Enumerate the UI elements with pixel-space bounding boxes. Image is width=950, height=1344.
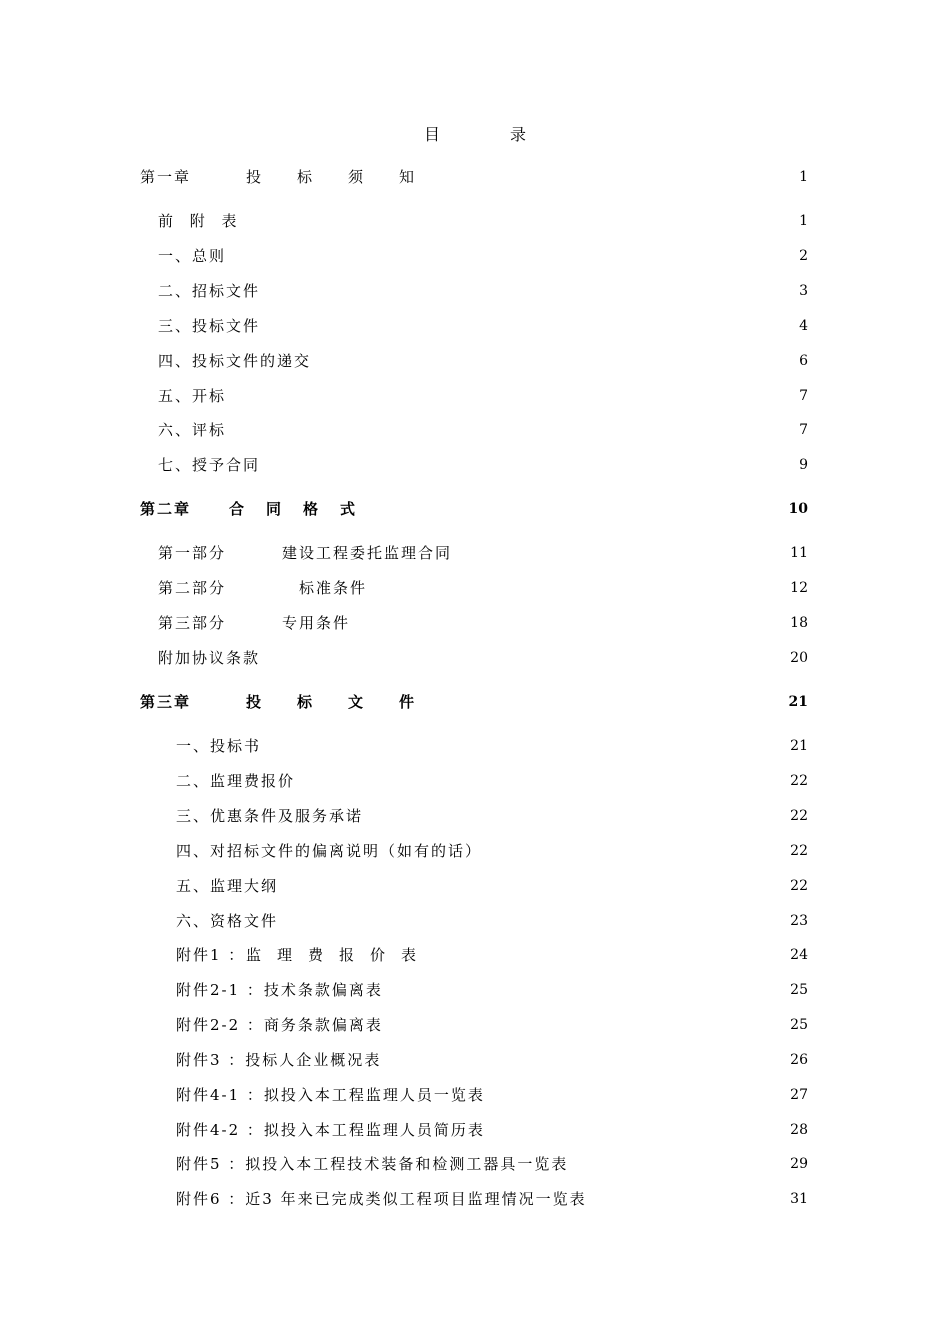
toc-entry[interactable] bbox=[0, 910, 950, 932]
toc-chapter-title: 投标须知 bbox=[246, 168, 451, 186]
toc-page-number: 12 bbox=[790, 580, 808, 596]
toc-page-number: 26 bbox=[790, 1052, 808, 1068]
toc-chapter-2[interactable] bbox=[0, 498, 950, 520]
toc-entry[interactable] bbox=[0, 542, 950, 564]
toc-entry-label: 一、投标书 bbox=[176, 737, 262, 755]
toc-entry[interactable] bbox=[0, 454, 950, 476]
toc-entry[interactable] bbox=[0, 612, 950, 634]
toc-entry-label: 二、招标文件 bbox=[158, 282, 261, 300]
toc-entry-label: 附件5 ：拟投入本工程技术装备和检测工器具一览表 bbox=[176, 1155, 569, 1173]
toc-entry[interactable] bbox=[0, 770, 950, 792]
toc-chapter-label: 第二章 bbox=[140, 500, 192, 518]
toc-entry[interactable] bbox=[0, 647, 950, 669]
toc-page-number: 22 bbox=[790, 808, 808, 824]
toc-entry[interactable] bbox=[0, 1119, 950, 1141]
toc-entry[interactable] bbox=[0, 875, 950, 897]
toc-page-number: 25 bbox=[790, 982, 808, 998]
toc-entry-label: 第一部分 bbox=[158, 544, 227, 562]
toc-entry-label: 附件1 ： bbox=[176, 946, 246, 964]
toc-page-number: 25 bbox=[790, 1017, 808, 1033]
toc-entry-label: 附加协议条款 bbox=[158, 649, 261, 667]
toc-entry-label: 第二部分 bbox=[158, 579, 227, 597]
toc-page-number: 22 bbox=[790, 773, 808, 789]
toc-entry-label: 四、投标文件的递交 bbox=[158, 352, 312, 370]
toc-page-number: 27 bbox=[790, 1087, 808, 1103]
toc-entry-label: 三、优惠条件及服务承诺 bbox=[176, 807, 364, 825]
toc-chapter-title: 合同格式 bbox=[229, 500, 378, 518]
toc-title-char-2: 录 bbox=[510, 125, 527, 144]
toc-page-number: 1 bbox=[799, 169, 808, 185]
toc-entry[interactable] bbox=[0, 419, 950, 441]
toc-page-number: 4 bbox=[799, 318, 808, 334]
toc-chapter-label: 第一章 bbox=[140, 168, 192, 186]
toc-entry-label: 五、开标 bbox=[158, 387, 227, 405]
toc-page-number: 6 bbox=[799, 353, 808, 369]
toc-entry[interactable] bbox=[0, 385, 950, 407]
toc-chapter-1[interactable] bbox=[0, 166, 950, 188]
toc-chapter-title: 投标文件 bbox=[246, 693, 451, 711]
toc-entry-label: 六、评标 bbox=[158, 421, 227, 439]
toc-entry-label: 附件2-2 ：商务条款偏离表 bbox=[176, 1016, 383, 1034]
toc-entry[interactable] bbox=[0, 840, 950, 862]
toc-entry-label: 七、授予合同 bbox=[158, 456, 261, 474]
toc-chapter-label: 第三章 bbox=[140, 693, 192, 711]
toc-entry-label: 附件4-2 ：拟投入本工程监理人员简历表 bbox=[176, 1121, 485, 1139]
toc-entry-label: 附件2-1 ：技术条款偏离表 bbox=[176, 981, 383, 999]
toc-entry[interactable] bbox=[0, 245, 950, 267]
toc-entry[interactable] bbox=[0, 1049, 950, 1071]
toc-page-number: 21 bbox=[788, 694, 808, 710]
toc-title bbox=[0, 122, 950, 145]
toc-page-number: 7 bbox=[799, 388, 808, 404]
toc-entry[interactable] bbox=[0, 210, 950, 232]
toc-entry-label: 六、资格文件 bbox=[176, 912, 279, 930]
toc-page-number: 31 bbox=[790, 1191, 808, 1207]
toc-page-number: 20 bbox=[790, 650, 808, 666]
toc-entry-title: 建设工程委托监理合同 bbox=[282, 544, 453, 562]
toc-entry-title: 监理费报价表 bbox=[246, 946, 433, 964]
toc-entry[interactable] bbox=[0, 1188, 950, 1210]
toc-page-number: 10 bbox=[788, 501, 808, 517]
toc-page-number: 2 bbox=[799, 248, 808, 264]
toc-entry[interactable] bbox=[0, 735, 950, 757]
toc-entry[interactable] bbox=[0, 1014, 950, 1036]
toc-entry-label: 附件6 ：近3 年来已完成类似工程项目监理情况一览表 bbox=[176, 1190, 587, 1208]
toc-page-number: 23 bbox=[790, 913, 808, 929]
toc-entry[interactable] bbox=[0, 1084, 950, 1106]
toc-entry[interactable] bbox=[0, 1153, 950, 1175]
toc-entry-label: 第三部分 bbox=[158, 614, 227, 632]
toc-page-number: 28 bbox=[790, 1122, 808, 1138]
toc-page-number: 21 bbox=[790, 738, 808, 754]
toc-page-number: 18 bbox=[790, 615, 808, 631]
toc-entry[interactable] bbox=[0, 944, 950, 966]
toc-entry-label: 二、监理费报价 bbox=[176, 772, 296, 790]
toc-page-number: 3 bbox=[799, 283, 808, 299]
toc-entry-label: 附件3 ：投标人企业概况表 bbox=[176, 1051, 382, 1069]
toc-entry-label: 附件4-1 ：拟投入本工程监理人员一览表 bbox=[176, 1086, 485, 1104]
toc-page-number: 29 bbox=[790, 1156, 808, 1172]
toc-entry-label: 三、投标文件 bbox=[158, 317, 261, 335]
toc-entry-label: 四、对招标文件的偏离说明（如有的话） bbox=[176, 842, 483, 860]
toc-entry[interactable] bbox=[0, 805, 950, 827]
toc-page-number: 22 bbox=[790, 843, 808, 859]
toc-page-number: 24 bbox=[790, 947, 808, 963]
toc-entry-label: 前 附 表 bbox=[158, 212, 243, 230]
toc-entry[interactable] bbox=[0, 979, 950, 1001]
toc-page-number: 22 bbox=[790, 878, 808, 894]
toc-page-number: 7 bbox=[799, 422, 808, 438]
toc-entry[interactable] bbox=[0, 315, 950, 337]
toc-entry-title: 专用条件 bbox=[282, 614, 351, 632]
toc-page-number: 1 bbox=[799, 213, 808, 229]
toc-entry-title: 标准条件 bbox=[299, 579, 368, 597]
toc-title-char-1: 目 bbox=[423, 125, 440, 144]
toc-entry[interactable] bbox=[0, 577, 950, 599]
toc-page-number: 9 bbox=[799, 457, 808, 473]
toc-chapter-3[interactable] bbox=[0, 691, 950, 713]
toc-page-number: 11 bbox=[790, 545, 808, 561]
toc-entry[interactable] bbox=[0, 280, 950, 302]
toc-entry-label: 一、总则 bbox=[158, 247, 227, 265]
toc-entry[interactable] bbox=[0, 350, 950, 372]
toc-entry-label: 五、监理大纲 bbox=[176, 877, 279, 895]
